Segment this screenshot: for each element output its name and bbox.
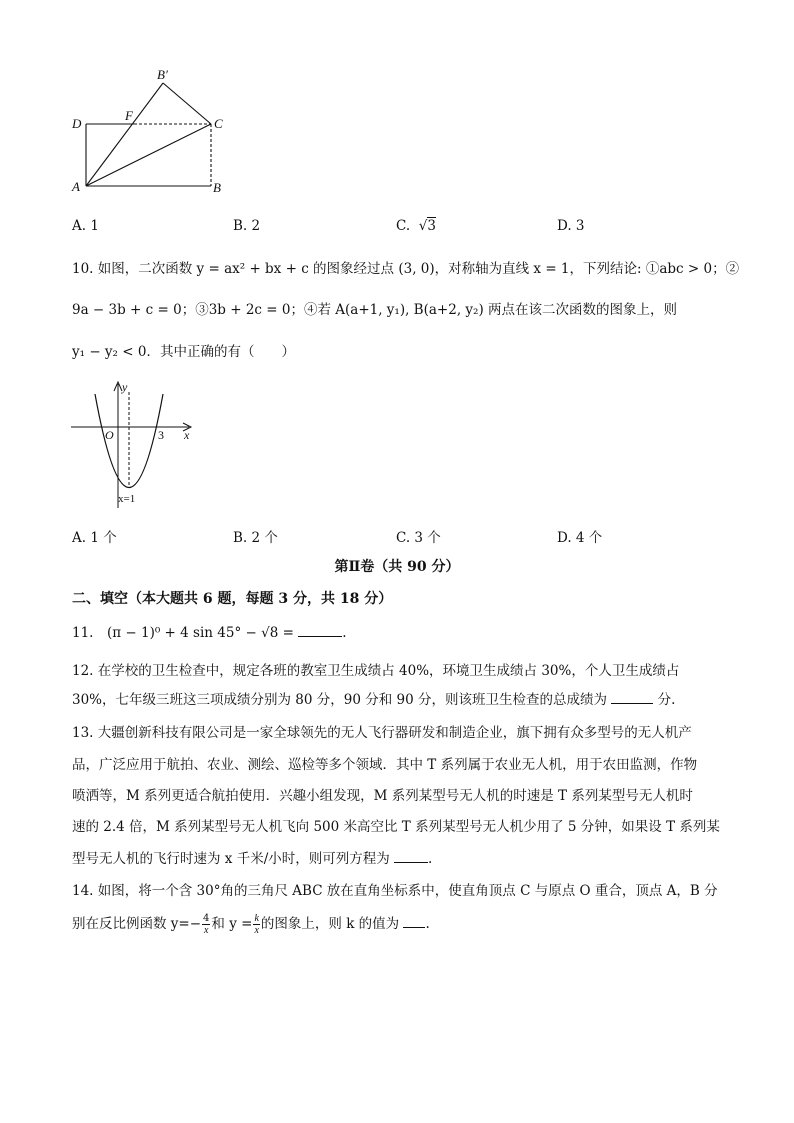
q12-line-2 — [72, 689, 675, 710]
label-A: A — [72, 179, 80, 194]
q10-line-1: 10. 如图，二次函数 y = ax² + bx + c 的图象经过点 (3, 0)，对称轴为直线 x = 1，下列结论: ①abc > 0；② — [72, 261, 740, 277]
fraction-4-over-x — [202, 913, 210, 936]
segment-AC — [86, 124, 211, 186]
part2-title: 第Ⅱ卷（共 90 分） — [334, 559, 460, 575]
label-F: F — [125, 108, 133, 123]
q10-option-b: B. 2 个 — [233, 530, 278, 546]
label-x: x — [184, 428, 190, 442]
q12-line-1: 12. 在学校的卫生检查中，规定各班的教室卫生成绩占 40%，环境卫生成绩占 30%，个人卫生成绩占 — [72, 663, 680, 679]
fraction-numerator: 4 — [203, 913, 210, 924]
q13-line-3: 喷洒等，M 系列更适合航拍使用．兴趣小组发现，M 系列某型号无人机的时速是 T 系列某型号无人机时 — [72, 788, 693, 804]
q10-option-a: A. 1 个 — [72, 530, 117, 546]
q10-line-2: 9a − 3b + c = 0；③3b + 2c = 0；④若 A(a+1, y₁), B(a+2, y₂) 两点在该二次函数的图象上，则 — [72, 302, 678, 318]
q13-line-1: 13. 大疆创新科技有限公司是一家全球领先的无人飞行器研发和制造企业，旗下拥有众多型号的无人机产 — [72, 725, 692, 741]
q11 — [72, 622, 347, 643]
q12-answer-blank[interactable] — [611, 689, 653, 704]
q10-graph — [65, 378, 205, 510]
q14-answer-blank[interactable] — [403, 913, 425, 928]
q13-answer-blank[interactable] — [394, 848, 428, 863]
q10-option-c: C. 3 个 — [396, 530, 441, 546]
q9-figure — [60, 65, 240, 200]
label-3: 3 — [158, 428, 164, 442]
q11-end: . — [342, 625, 347, 641]
q11-text: 11. (π − 1)⁰ + 4 sin 45° − √8 = — [72, 625, 294, 641]
label-C: C — [214, 116, 223, 131]
q11-answer-blank[interactable] — [298, 622, 342, 637]
q14-line-2-b: 和 y = — [211, 916, 253, 932]
fraction-denominator: x — [204, 925, 209, 936]
q14-line-2 — [72, 913, 430, 936]
q9-option-c-value: 3 — [427, 218, 436, 234]
q10-line-3: y₁ − y₂ < 0．其中正确的有（ ） — [72, 344, 295, 360]
q14-line-2-end: . — [425, 916, 430, 932]
q13-line-5-text: 型号无人机的飞行时速为 x 千米/小时，则可列方程为 — [72, 851, 390, 867]
segment-BpC — [163, 83, 211, 124]
label-O: O — [105, 428, 114, 442]
q12-line-2-end: 分. — [657, 692, 676, 708]
section2-title: 二、填空（本大题共 6 题，每题 3 分，共 18 分） — [72, 591, 393, 607]
q9-option-c-label: C. — [396, 218, 411, 234]
q9-option-b: B. 2 — [233, 218, 261, 234]
q9-option-a: A. 1 — [72, 218, 99, 234]
label-B: B — [213, 180, 221, 195]
q14-line-2-a: 别在反比例函数 y=− — [72, 916, 202, 932]
q9-option-c — [396, 218, 436, 234]
segment-ABp — [86, 83, 163, 186]
fraction-numerator: k — [254, 913, 259, 924]
q13-line-2: 品，广泛应用于航拍、农业、测绘、巡检等多个领域．其中 T 系列属于农业无人机，用于农田监测，作物 — [72, 757, 698, 773]
q12-line-2-text: 30%，七年级三班这三项成绩分别为 80 分，90 分和 90 分，则该班卫生检查的总成绩为 — [72, 692, 607, 708]
fraction-k-over-x — [253, 913, 259, 936]
fraction-denominator: x — [254, 925, 259, 936]
label-Bp: B′ — [157, 67, 168, 82]
label-D: D — [72, 116, 82, 131]
q9-option-d: D. 3 — [557, 218, 585, 234]
q13-line-5 — [72, 848, 432, 869]
label-y: y — [122, 380, 128, 394]
q14-line-1: 14. 如图，将一个含 30°角的三角尺 ABC 放在直角坐标系中，使直角顶点 C 与原点 O 重合，顶点 A，B 分 — [72, 883, 718, 899]
label-x-equals-1: x=1 — [118, 493, 136, 505]
q13-line-4: 速的 2.4 倍，M 系列某型号无人机飞向 500 米高空比 T 系列某型号无人机少用了 5 分钟，如果设 T 系列某 — [72, 819, 720, 835]
q10-option-d: D. 4 个 — [557, 530, 603, 546]
q13-line-5-end: . — [428, 851, 433, 867]
q14-line-2-c: 的图象上，则 k 的值为 — [260, 916, 400, 932]
sqrt-sign: √ — [414, 218, 428, 234]
